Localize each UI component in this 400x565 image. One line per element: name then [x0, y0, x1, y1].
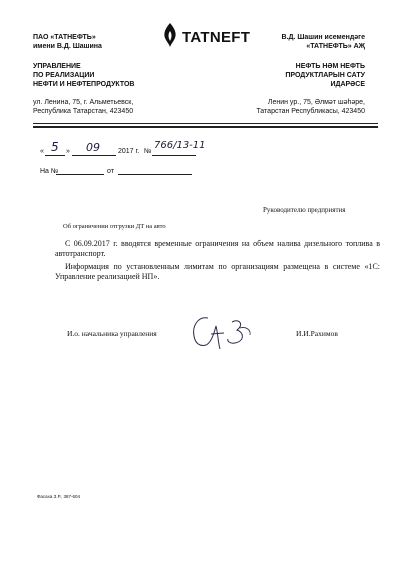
letter-subject: Об ограничении отгрузки ДТ на авто	[63, 223, 166, 230]
handwritten-signature	[180, 312, 265, 357]
date-close-quote: »	[66, 148, 70, 155]
right-company-name: В.Д. Шашин исемендәге	[281, 34, 365, 41]
ref-from-label: от	[107, 168, 114, 175]
date-day: 5	[51, 140, 59, 154]
ref-number-label: На №	[40, 168, 59, 175]
right-address-line1: Ленин ур., 75, Әлмәт шәһәре,	[267, 99, 365, 106]
ref-number-field	[56, 166, 104, 175]
left-company-subname: имени В.Д. Шашина	[33, 43, 102, 50]
executor-note: Фасаха З.Р., 387-604	[37, 494, 81, 499]
right-company-subname: «ТАТНЕФТЬ» АҖ	[306, 43, 365, 50]
signer-name: И.И.Рахимов	[296, 329, 338, 338]
header-rule-top	[33, 123, 378, 124]
date-open-quote: «	[40, 148, 44, 155]
signer-position: И.о. начальника управления	[67, 329, 157, 338]
logo-wordmark: TATNEFT	[182, 29, 251, 46]
flame-icon	[160, 22, 180, 48]
left-company-name: ПАО «ТАТНЕФТЬ»	[33, 34, 96, 41]
left-dept-line1: УПРАВЛЕНИЕ	[33, 63, 81, 70]
right-dept-line1: НЕФТЬ HӘМ НЕФТЬ	[295, 63, 365, 70]
addressee: Руководителю предприятия	[263, 206, 346, 214]
letter-paragraph-1: С 06.09.2017 г. вводятся временные ограничения на объем налива дизельного топлива в автотранспорт.	[55, 239, 380, 258]
date-month: 09	[86, 141, 100, 154]
doc-number-label: №	[144, 148, 152, 155]
left-dept-line3: НЕФТИ И НЕФТЕПРОДУКТОВ	[33, 81, 135, 88]
left-address-line1: ул. Ленина, 75, г. Альметьевск,	[33, 99, 134, 106]
doc-number: 766/13-11	[154, 140, 206, 151]
header-rule-bottom	[33, 126, 378, 128]
left-dept-line2: ПО РЕАЛИЗАЦИИ	[33, 72, 95, 79]
right-dept-line2: ПРОДУКТЛАРЫН САТУ	[285, 72, 365, 79]
right-dept-line3: ИДАРӘСЕ	[330, 81, 365, 88]
date-year: 2017 г.	[118, 148, 140, 155]
letter-paragraph-2: Информация по установленным лимитам по организациям размещена в системе «1С: Управление реализацией НП».	[55, 262, 380, 281]
tatneft-logo	[160, 22, 260, 50]
left-address-line2: Республика Татарстан, 423450	[33, 108, 134, 115]
right-address-line2: Татарстан Республикасы, 423450	[256, 108, 365, 115]
ref-date-field	[118, 166, 192, 175]
